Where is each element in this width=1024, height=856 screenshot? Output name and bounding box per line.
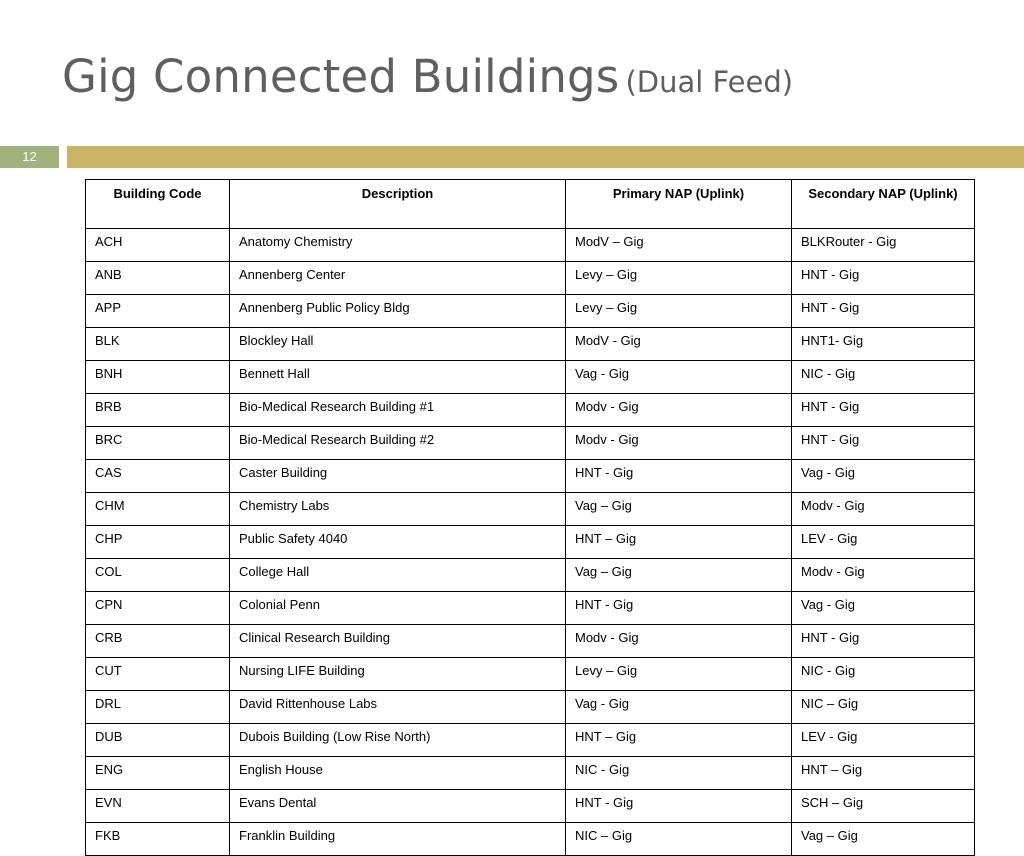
- description-cell: David Rittenhouse Labs: [230, 691, 566, 724]
- building-code-cell: ENG: [86, 757, 230, 790]
- table-row: [86, 427, 975, 460]
- description-cell: Chemistry Labs: [230, 493, 566, 526]
- description-cell: Clinical Research Building: [230, 625, 566, 658]
- table-row: [86, 526, 975, 559]
- building-code-cell: BRB: [86, 394, 230, 427]
- description-cell: Bio-Medical Research Building #1: [230, 394, 566, 427]
- description-cell: Colonial Penn: [230, 592, 566, 625]
- table-row: [86, 229, 975, 262]
- secondary-nap-cell: NIC - Gig: [792, 658, 975, 691]
- header-secondary-nap: Secondary NAP (Uplink): [792, 180, 975, 229]
- primary-nap-cell: Levy – Gig: [566, 658, 792, 691]
- primary-nap-cell: Modv - Gig: [566, 394, 792, 427]
- secondary-nap-cell: Vag – Gig: [792, 823, 975, 856]
- description-cell: Bio-Medical Research Building #2: [230, 427, 566, 460]
- secondary-nap-cell: Vag - Gig: [792, 592, 975, 625]
- primary-nap-cell: HNT - Gig: [566, 790, 792, 823]
- building-code-cell: CRB: [86, 625, 230, 658]
- secondary-nap-cell: LEV - Gig: [792, 724, 975, 757]
- primary-nap-cell: Vag – Gig: [566, 559, 792, 592]
- primary-nap-cell: Vag – Gig: [566, 493, 792, 526]
- description-cell: Public Safety 4040: [230, 526, 566, 559]
- secondary-nap-cell: Vag - Gig: [792, 460, 975, 493]
- secondary-nap-cell: Modv - Gig: [792, 493, 975, 526]
- secondary-nap-cell: HNT - Gig: [792, 295, 975, 328]
- description-cell: Annenberg Center: [230, 262, 566, 295]
- description-cell: Annenberg Public Policy Bldg: [230, 295, 566, 328]
- description-cell: Bennett Hall: [230, 361, 566, 394]
- building-code-cell: CHP: [86, 526, 230, 559]
- table-row: [86, 823, 975, 856]
- secondary-nap-cell: Modv - Gig: [792, 559, 975, 592]
- primary-nap-cell: Levy – Gig: [566, 295, 792, 328]
- table-row: [86, 262, 975, 295]
- header-building-code: Building Code: [86, 180, 230, 229]
- primary-nap-cell: HNT - Gig: [566, 460, 792, 493]
- table-row: [86, 493, 975, 526]
- secondary-nap-cell: HNT - Gig: [792, 262, 975, 295]
- primary-nap-cell: Levy – Gig: [566, 262, 792, 295]
- secondary-nap-cell: HNT - Gig: [792, 427, 975, 460]
- primary-nap-cell: ModV - Gig: [566, 328, 792, 361]
- description-cell: Franklin Building: [230, 823, 566, 856]
- slide-title-main: Gig Connected Buildings: [62, 50, 620, 103]
- building-code-cell: CHM: [86, 493, 230, 526]
- primary-nap-cell: Modv - Gig: [566, 427, 792, 460]
- secondary-nap-cell: HNT - Gig: [792, 625, 975, 658]
- primary-nap-cell: Modv - Gig: [566, 625, 792, 658]
- description-cell: English House: [230, 757, 566, 790]
- table-row: [86, 460, 975, 493]
- description-cell: Nursing LIFE Building: [230, 658, 566, 691]
- table-row: [86, 724, 975, 757]
- description-cell: Anatomy Chemistry: [230, 229, 566, 262]
- primary-nap-cell: Vag - Gig: [566, 361, 792, 394]
- description-cell: Dubois Building (Low Rise North): [230, 724, 566, 757]
- description-cell: Blockley Hall: [230, 328, 566, 361]
- building-code-cell: ANB: [86, 262, 230, 295]
- secondary-nap-cell: NIC - Gig: [792, 361, 975, 394]
- building-code-cell: BNH: [86, 361, 230, 394]
- building-code-cell: FKB: [86, 823, 230, 856]
- building-code-cell: DUB: [86, 724, 230, 757]
- building-code-cell: COL: [86, 559, 230, 592]
- table-row: [86, 592, 975, 625]
- header-primary-nap: Primary NAP (Uplink): [566, 180, 792, 229]
- table-body: [86, 229, 975, 856]
- table-header-row: [86, 180, 975, 229]
- secondary-nap-cell: NIC – Gig: [792, 691, 975, 724]
- buildings-table: [85, 179, 975, 856]
- primary-nap-cell: NIC - Gig: [566, 757, 792, 790]
- building-code-cell: CAS: [86, 460, 230, 493]
- table-row: [86, 295, 975, 328]
- secondary-nap-cell: HNT - Gig: [792, 394, 975, 427]
- table-row: [86, 328, 975, 361]
- primary-nap-cell: HNT - Gig: [566, 592, 792, 625]
- table-row: [86, 790, 975, 823]
- slide-title-sub: (Dual Feed): [625, 65, 794, 99]
- primary-nap-cell: Vag - Gig: [566, 691, 792, 724]
- building-code-cell: CPN: [86, 592, 230, 625]
- table-row: [86, 361, 975, 394]
- building-code-cell: CUT: [86, 658, 230, 691]
- primary-nap-cell: ModV – Gig: [566, 229, 792, 262]
- table-row: [86, 658, 975, 691]
- secondary-nap-cell: HNT – Gig: [792, 757, 975, 790]
- slide-title: [62, 50, 793, 103]
- building-code-cell: BRC: [86, 427, 230, 460]
- primary-nap-cell: NIC – Gig: [566, 823, 792, 856]
- slide-number: 12: [22, 149, 37, 164]
- table-row: [86, 691, 975, 724]
- secondary-nap-cell: HNT1- Gig: [792, 328, 975, 361]
- building-code-cell: APP: [86, 295, 230, 328]
- secondary-nap-cell: LEV - Gig: [792, 526, 975, 559]
- building-code-cell: BLK: [86, 328, 230, 361]
- building-code-cell: ACH: [86, 229, 230, 262]
- table-row: [86, 757, 975, 790]
- primary-nap-cell: HNT – Gig: [566, 724, 792, 757]
- table-row: [86, 625, 975, 658]
- accent-bar-right: [67, 146, 1024, 168]
- description-cell: College Hall: [230, 559, 566, 592]
- secondary-nap-cell: BLKRouter - Gig: [792, 229, 975, 262]
- description-cell: Evans Dental: [230, 790, 566, 823]
- header-description: Description: [230, 180, 566, 229]
- primary-nap-cell: HNT – Gig: [566, 526, 792, 559]
- description-cell: Caster Building: [230, 460, 566, 493]
- table-row: [86, 559, 975, 592]
- building-code-cell: EVN: [86, 790, 230, 823]
- building-code-cell: DRL: [86, 691, 230, 724]
- secondary-nap-cell: SCH – Gig: [792, 790, 975, 823]
- table-row: [86, 394, 975, 427]
